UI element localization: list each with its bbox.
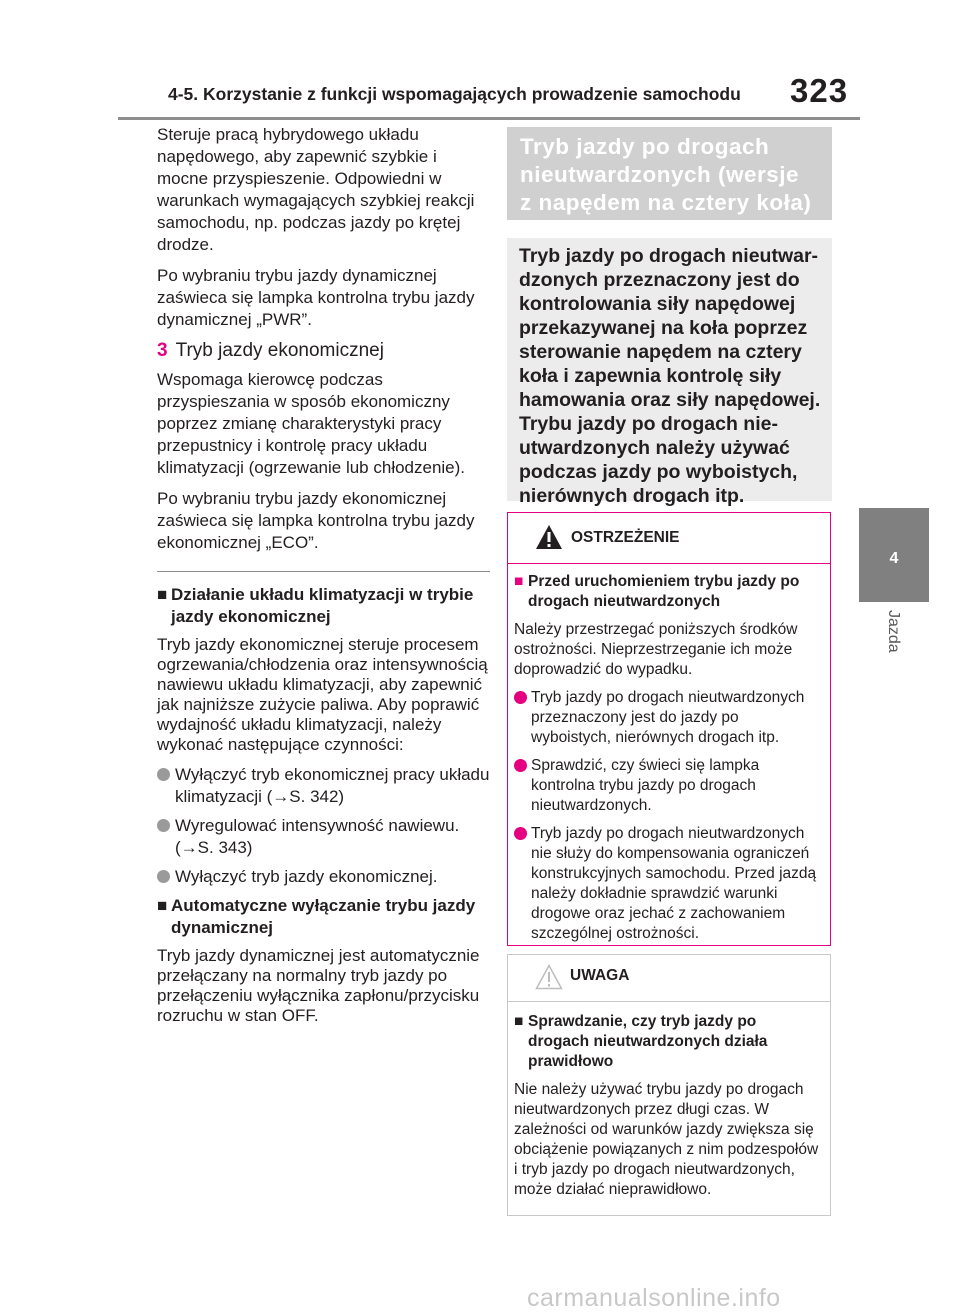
warning-box — [507, 512, 831, 946]
list-item: Sprawdzić, czy świeci się lampka kontrolna trybu jazdy po drogach nieutwardzonych. — [514, 756, 821, 816]
section-3-heading — [157, 340, 490, 362]
list-item: Wyregulować intensywność nawiewu. (→S. 343) — [157, 815, 490, 859]
section-divider — [157, 571, 490, 572]
section-3-title: Tryb jazdy ekonomicznej — [175, 340, 384, 361]
summary-line: koła i zapewnia kontrolę siły — [519, 365, 782, 387]
chapter-tab[interactable] — [859, 508, 929, 602]
bullet-dot-icon — [157, 870, 170, 883]
auto-off-paragraph: Tryb jazdy dynamicznej jest automatycznie przełączany na normalny tryb jazdy po przełączeniu wyłącznika zapłonu/przycisku rozruchu w stan OFF. — [157, 946, 480, 1025]
bullet-dot-icon — [157, 768, 170, 781]
intro-paragraph: Steruje pracą hybrydowego układu napędowego, aby zapewnić szybkie i mocne przyspieszenie. Odpowiedni w warunkach wymagających szybkiej reakcji samochodu, np. podczas jazdy po krętej drodze. — [157, 125, 475, 254]
summary-line: Trybu jazdy po drogach nie- — [519, 413, 778, 435]
list-item: Wyłączyć tryb ekonomicznej pracy układu klimatyzacji (→S. 342) — [157, 764, 490, 808]
list-item: Tryb jazdy po drogach nieutwardzonych nie służy do kompensowania ograniczeń konstrukcyjnych samochodu. Przed jazdą należy dokładnie sprawdzić warunki drogowe oraz jechać z zachowaniem szczególnej ostrożności. — [514, 824, 821, 944]
square-bullet-icon: ■ — [514, 573, 524, 590]
square-bullet-icon: ■ — [514, 1013, 524, 1030]
title-line: Tryb jazdy po drogach — [520, 134, 770, 159]
watermark: carmanualsonline.info — [527, 1284, 781, 1312]
section-number: 3 — [157, 340, 168, 361]
summary-line: dzonych przeznaczony jest do — [519, 269, 800, 291]
note-box — [507, 954, 831, 1216]
square-bullet-icon: ■ — [157, 896, 168, 915]
bullet-dot-icon — [157, 819, 170, 832]
warning-label: OSTRZEŻENIE — [571, 529, 680, 546]
note-label: UWAGA — [570, 967, 630, 984]
title-line: nieutwardzonych (wersje — [520, 162, 800, 187]
summary-box — [507, 238, 832, 507]
page-number: 323 — [790, 72, 849, 109]
summary-line: nierównych drogach itp. — [519, 485, 745, 507]
summary-line: Tryb jazdy po drogach nieutwar- — [519, 245, 819, 267]
warning-heading: ■ Przed uruchomieniem trybu jazdy po drogach nieutwardzonych — [514, 573, 800, 610]
left-column — [157, 124, 490, 1035]
note-header — [508, 955, 830, 1002]
square-bullet-icon: ■ — [157, 585, 168, 604]
section-title: 4-5. Korzystanie z funkcji wspomagających prowadzenie samochodu — [168, 84, 741, 104]
summary-line: sterowanie napędem na cztery — [519, 341, 802, 363]
bullet-dot-icon — [514, 691, 527, 704]
auto-off-heading: ■ Automatyczne wyłączanie trybu jazdy dynamicznej — [157, 896, 476, 937]
climate-heading: ■ Działanie układu klimatyzacji w trybie jazdy ekonomicznej — [157, 585, 474, 626]
note-body — [508, 1002, 830, 1200]
list-item: Wyłączyć tryb jazdy ekonomicznej. — [157, 866, 490, 888]
section-3-paragraph-2: Po wybraniu trybu jazdy ekonomicznej zaświeca się lampka kontrolna trybu jazdy ekonomicznej „ECO”. — [157, 489, 475, 552]
summary-line: kontrolowania siły napędowej — [519, 293, 796, 315]
note-paragraph: Nie należy używać trybu jazdy po drogach nieutwardzonych przez długi czas. W zależności od warunków jazdy zwiększa się obciążenie powiązanych z nim podzespołów i tryb jazdy po drogach nieutwardzonych, może działać nieprawidłowo. — [514, 1081, 819, 1198]
warning-header — [508, 513, 830, 564]
section-3-paragraph: Wspomaga kierowcę podczas przyspieszania w sposób ekonomiczny poprzez zmianę charakterystyki pracy przepustnicy i kontrolę pracy układu klimatyzacji (ogrzewanie lub chłodzenie). — [157, 370, 466, 477]
note-heading: ■ Sprawdzanie, czy tryb jazdy po drogach nieutwardzonych działa prawidłowo — [514, 1013, 768, 1070]
summary-line: utwardzonych należy używać — [519, 437, 790, 459]
warning-body — [508, 564, 830, 944]
summary-line: hamowania oraz siły napędowej. — [519, 389, 821, 411]
title-line: z napędem na cztery koła) — [520, 190, 812, 215]
climate-paragraph: Tryb jazdy ekonomicznej steruje procesem ogrzewania/chłodzenia oraz intensywnością nawiewu układu klimatyzacji, aby zapewnić jak najniższe zużycie paliwa. Aby poprawić wydajność układu klimatyzacji, należy wykonać następujące czynności: — [157, 635, 488, 754]
header-divider — [118, 117, 860, 120]
caution-triangle-icon — [535, 964, 563, 990]
bullet-dot-icon — [514, 759, 527, 772]
summary-line: podczas jazdy po wyboistych, — [519, 461, 798, 483]
list-item: Tryb jazdy po drogach nieutwardzonych przeznaczony jest do jazdy po wyboistych, nierównych drogach itp. — [514, 688, 821, 748]
warning-triangle-icon — [535, 524, 563, 550]
bullet-dot-icon — [514, 827, 527, 840]
chapter-number: 4 — [889, 550, 899, 567]
chapter-label: Jazda — [885, 610, 902, 653]
summary-line: przekazywanej na koła poprzez — [519, 317, 808, 339]
section-title-box — [507, 127, 832, 220]
warning-paragraph: Należy przestrzegać poniższych środków ostrożności. Nieprzestrzeganie ich może doprowadzić do wypadku. — [514, 621, 798, 678]
intro-paragraph-2: Po wybraniu trybu jazdy dynamicznej zaświeca się lampka kontrolna trybu jazdy dynamicznej „PWR”. — [157, 266, 475, 329]
